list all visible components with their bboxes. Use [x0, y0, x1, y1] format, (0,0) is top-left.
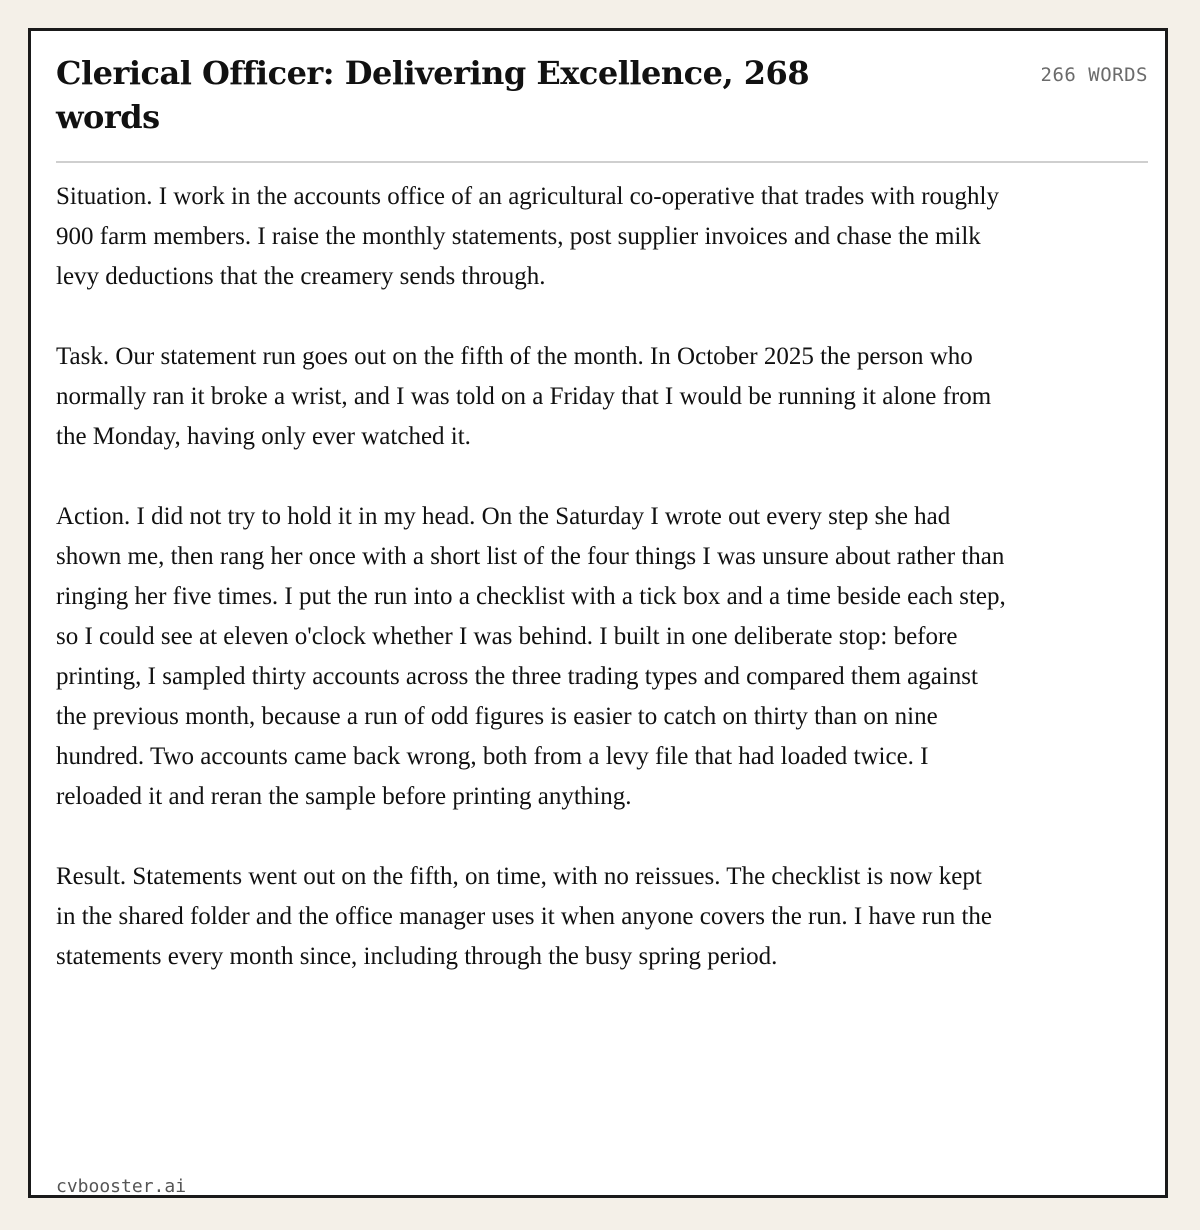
footer-brand: cvbooster.ai — [56, 1176, 187, 1197]
document-body — [56, 177, 1006, 977]
word-count-label: 266 WORDS — [1040, 64, 1148, 86]
paragraph-action: Action. I did not try to hold it in my head. On the Saturday I wrote out every step she had shown me, then rang her once with a short list of the four things I was unsure about rather than ringing her five times. I put the run into a checklist with a tick box and a time beside each step, so I could see at eleven o'clock whether I was behind. I built in one deliberate stop: before printing, I sampled thirty accounts across the three trading types and compared them against the previous month, because a run of odd figures is easier to catch on thirty than on nine hundred. Two accounts came back wrong, both from a levy file that had loaded twice. I reloaded it and reran the sample before printing anything. — [56, 503, 1006, 810]
document-title: Clerical Officer: Delivering Excellence, 268 words — [56, 54, 810, 136]
paragraph-result: Result. Statements went out on the fifth, on time, with no reissues. The checklist is now kept in the shared folder and the office manager uses it when anyone covers the run. I have run the statements every month since, including through the busy spring period. — [56, 863, 992, 970]
paragraph-situation: Situation. I work in the accounts office of an agricultural co-operative that trades with roughly 900 farm members. I raise the monthly statements, post supplier invoices and chase the milk levy deductions that the creamery sends through. — [56, 183, 999, 290]
document-header — [56, 51, 1148, 163]
paragraph-task: Task. Our statement run goes out on the fifth of the month. In October 2025 the person who normally ran it broke a wrist, and I was told on a Friday that I would be running it alone from the Monday, having only ever watched it. — [56, 343, 992, 450]
document-card — [28, 28, 1168, 1198]
